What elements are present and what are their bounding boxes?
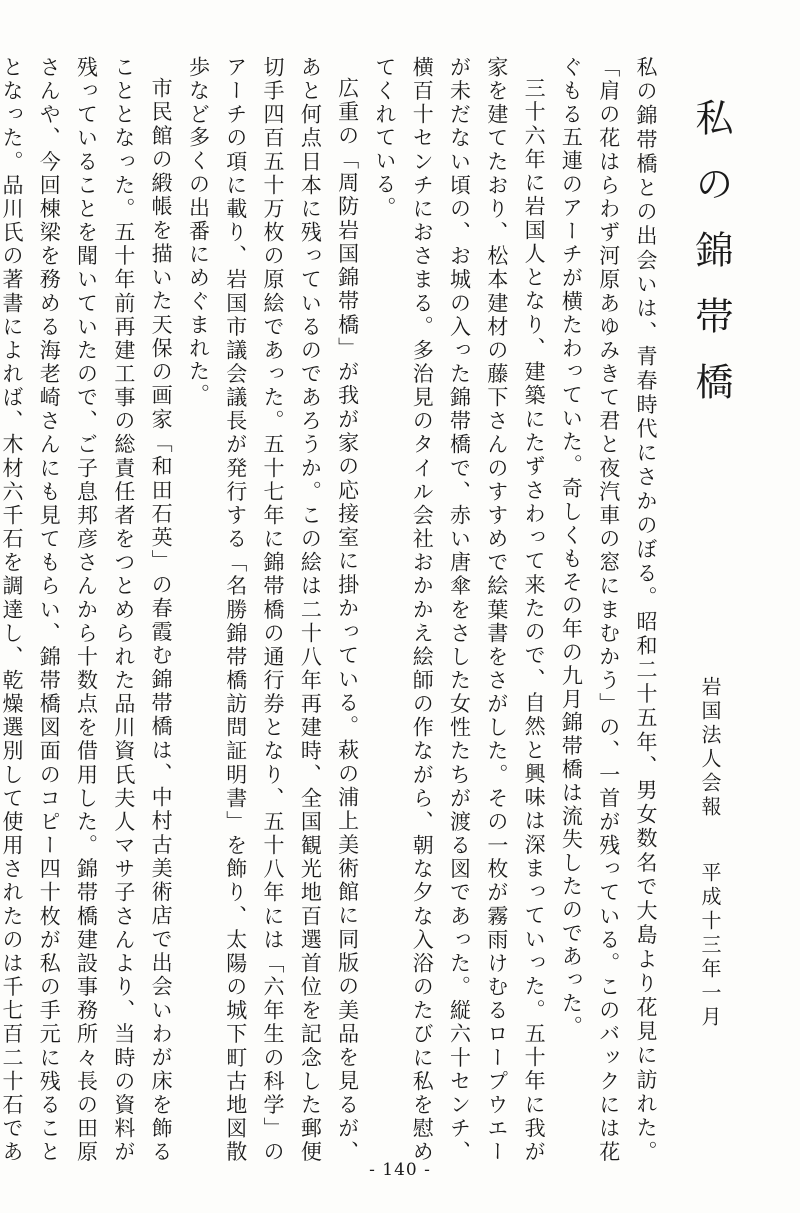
page-number: - 140 - <box>369 1160 431 1180</box>
paragraph-2: 三十六年に岩国人となり、建築にたずさわって来たので、自然と興味は深まっていった。五十年に我が家を建てたおり、松本建材の藤下さんのすすめで絵葉書をさがした。その一枚が霧雨けむるロープウエーが未だない頃の、お城の入った錦帯橋で、赤い唐傘をさした女性たちが渡る図であった。縦六十センチ、横百十センチにおさまる。多治見のタイル会社おかかえ絵師の作ながら、朝な夕な入浴のたびに私を慰めてくれている。 <box>372 56 547 1164</box>
article-title: 私の錦帯橋 <box>689 98 733 428</box>
paragraph-1: 私の錦帯橋との出会いは、青春時代にさかのぼる。昭和二十五年、男女数名で大島より花見に訪れた。「肩の花はらわず河原あゆみきて君と夜汽車の窓にまむかう」の、一首が残っている。このバックには花ぐもる五連のアーチが横たわっていた。奇しくもその年の九月錦帯橋は流失したのであった。 <box>559 56 658 1164</box>
paragraph-3: 広重の「周防岩国錦帯橋」が我が家の応接室に掛かっている。萩の浦上美術館に同版の美品を見るが、あと何点日本に残っているのであろうか。この絵は二十八年再建時、全国観光地百選首位を記念した郵便切手四百五十万枚の原絵であった。五十七年に錦帯橋の通行券となり、五十八年には「六年生の科学」のアーチの項に載り、岩国市議会議長が発行する「名勝錦帯橋訪問証明書」を飾り、太陽の城下町古地図散歩など多くの出番にめぐまれた。 <box>186 56 360 1164</box>
publication-source: 岩国法人会報 <box>698 676 722 820</box>
paragraph-4: 市民館の緞帳を描いた天保の画家「和田石英」の春霞む錦帯橋は、中村古美術店で出会いわが床を飾ることとなった。五十年前再建工事の総責任者をつとめられた品川資氏夫人マサ子さんより、当時の資料が残っていることを聞いていたので、ご子息邦彦さんから十数点を借用した。錦帯橋建設事務所々長の田原さんや、今回棟梁を務める海老崎さんにも見てもらい、錦帯橋図面のコピー四十枚が私の手元に残ることとなった。品川氏の著書によれば、木材六千石を調達し、乾燥選別して使用されたのは千七百二十石であ <box>0 56 174 1164</box>
article-body <box>0 56 664 1164</box>
publication-date: 平成十三年一月 <box>698 862 722 1030</box>
